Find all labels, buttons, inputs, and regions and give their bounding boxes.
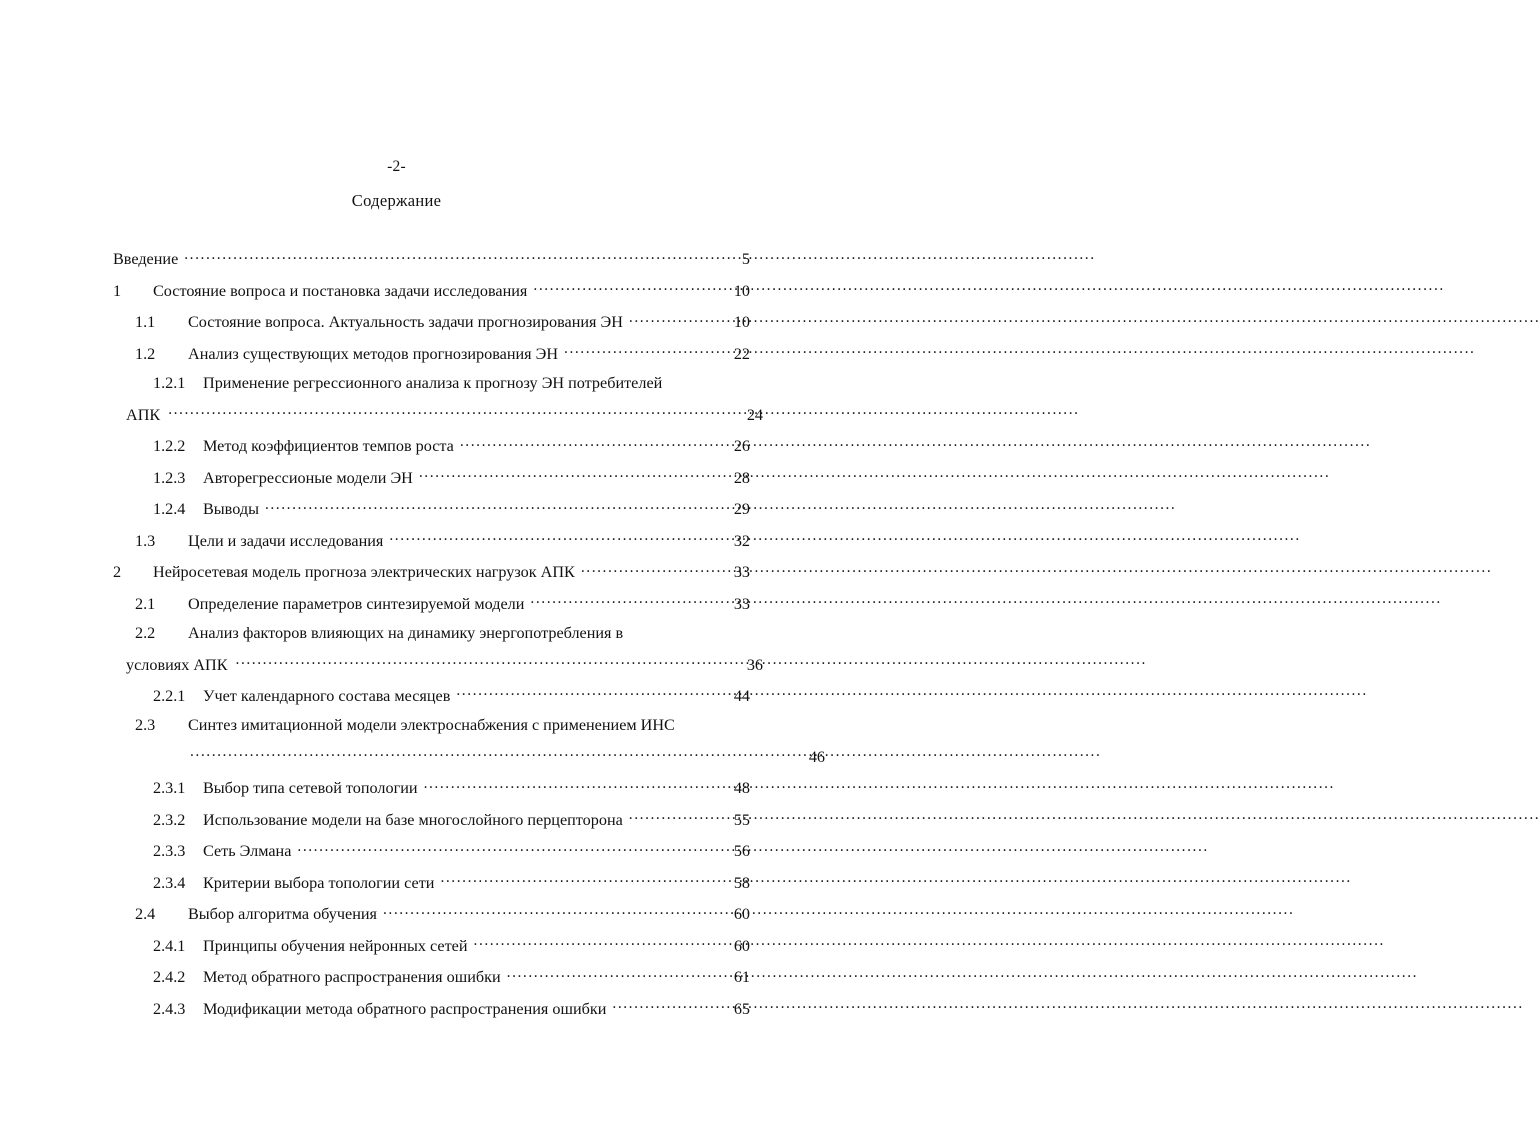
toc-entry-label: Выбор типа сетевой топологии bbox=[203, 779, 418, 798]
toc-entry-number: 2.4.3 bbox=[153, 1000, 186, 1018]
toc-entry[interactable] bbox=[113, 592, 750, 612]
toc-entry-label: Использование модели на базе многослойного перцепторона bbox=[203, 810, 623, 829]
toc-page-number: 46 bbox=[808, 747, 825, 766]
toc-entry-number: 2.1 bbox=[135, 594, 156, 613]
toc-leader-dots bbox=[389, 529, 723, 545]
toc-entry[interactable] bbox=[113, 374, 763, 424]
toc-entry-number: 2.3 bbox=[135, 716, 156, 735]
toc-entry-number: 2.3.4 bbox=[153, 873, 186, 892]
toc-leader-dots bbox=[629, 809, 723, 825]
toc-entry-label: Синтез имитационной модели электроснабжения с применением ИНС bbox=[188, 716, 675, 735]
page-title: Содержание bbox=[351, 191, 442, 210]
toc-page-number: 5 bbox=[741, 250, 750, 269]
toc-entry-label-continued: условиях АПК bbox=[126, 655, 228, 674]
toc-entry[interactable] bbox=[113, 435, 750, 455]
toc-leader-dots bbox=[460, 435, 723, 451]
toc-entry[interactable] bbox=[113, 809, 750, 829]
toc-entry-number: 2.3.1 bbox=[153, 779, 186, 798]
toc-entry-label: Нейросетевая модель прогноза электрических нагрузок АПК bbox=[153, 563, 575, 582]
toc-page-number: 10 bbox=[733, 313, 750, 332]
page-number-marker: -2- bbox=[387, 158, 406, 175]
toc-leader-dots bbox=[383, 903, 723, 919]
toc-entry-number: 1.2.3 bbox=[153, 468, 186, 487]
toc-page-number: 22 bbox=[733, 344, 750, 363]
toc-leader-dots bbox=[184, 248, 723, 264]
toc-leader-dots bbox=[533, 280, 723, 296]
toc-page-number: 26 bbox=[733, 437, 750, 456]
toc-page-number: 29 bbox=[733, 500, 750, 519]
toc-entry[interactable] bbox=[113, 777, 750, 797]
toc-page-number: 28 bbox=[733, 468, 750, 487]
toc-leader-dots bbox=[629, 311, 723, 327]
toc-entry-number: 1.1 bbox=[135, 313, 156, 332]
toc-entry-number: 1.2.1 bbox=[153, 374, 186, 393]
toc-entry[interactable] bbox=[113, 561, 750, 581]
toc-entry-label: Сеть Элмана bbox=[203, 842, 292, 861]
toc-entry-label: Определение параметров синтезируемой модели bbox=[188, 594, 525, 613]
toc-leader-dots bbox=[456, 685, 723, 701]
toc-entry-number: 1.2.2 bbox=[153, 437, 186, 456]
toc-entry-label: Метод коэффициентов темпов роста bbox=[203, 437, 454, 456]
toc-entry-number: 1.3 bbox=[135, 531, 156, 550]
toc-entry[interactable] bbox=[113, 498, 750, 518]
toc-entry-number: 1 bbox=[113, 281, 122, 300]
toc-entry[interactable] bbox=[113, 248, 750, 268]
toc-leader-dots bbox=[474, 935, 723, 951]
toc-page-number: 36 bbox=[746, 655, 763, 674]
toc-entry[interactable] bbox=[113, 998, 750, 1018]
toc-entry-label: Метод обратного распространения ошибки bbox=[203, 968, 501, 987]
toc-page-number: 61 bbox=[733, 968, 750, 987]
toc-leader-dots bbox=[168, 403, 736, 419]
toc-entry[interactable] bbox=[113, 311, 750, 331]
toc-entry-label: Выводы bbox=[203, 500, 259, 519]
toc-page-number: 10 bbox=[733, 281, 750, 300]
toc-entry-label: Принципы обучения нейронных сетей bbox=[203, 936, 468, 955]
toc-page-number: 44 bbox=[733, 687, 750, 706]
toc-entry[interactable] bbox=[113, 624, 763, 674]
toc-entry-label: Состояние вопроса. Актуальность задачи прогнозирования ЭН bbox=[188, 313, 623, 332]
table-of-contents bbox=[113, 248, 825, 1029]
toc-entry[interactable] bbox=[113, 466, 750, 486]
toc-page-number: 24 bbox=[746, 405, 763, 424]
toc-leader-dots bbox=[440, 872, 723, 888]
toc-leader-dots bbox=[564, 343, 723, 359]
toc-leader-dots bbox=[265, 498, 723, 514]
toc-entry-label: Введение bbox=[113, 250, 179, 269]
toc-leader-dots bbox=[236, 653, 736, 669]
toc-entry[interactable] bbox=[113, 840, 750, 860]
toc-leader-dots bbox=[581, 561, 723, 577]
toc-entry-label-continued: АПК bbox=[126, 405, 161, 424]
toc-entry-number: 2.4.1 bbox=[153, 936, 186, 955]
toc-entry[interactable] bbox=[113, 716, 825, 766]
toc-entry[interactable] bbox=[113, 903, 750, 923]
toc-page-number: 65 bbox=[733, 1000, 750, 1018]
toc-entry[interactable] bbox=[113, 529, 750, 549]
toc-page-number: 56 bbox=[733, 842, 750, 861]
toc-leader-dots bbox=[530, 592, 723, 608]
toc-entry-label: Анализ существующих методов прогнозирования ЭН bbox=[188, 344, 559, 363]
toc-entry[interactable] bbox=[113, 935, 750, 955]
toc-entry-number: 1.2.4 bbox=[153, 500, 186, 519]
toc-page-number: 32 bbox=[733, 531, 750, 550]
toc-page-number: 33 bbox=[733, 594, 750, 613]
toc-leader-dots bbox=[612, 998, 723, 1014]
toc-entry-number: 2.3.2 bbox=[153, 810, 186, 829]
toc-leader-dots bbox=[419, 466, 723, 482]
toc-entry-label: Критерии выбора топологии сети bbox=[203, 873, 435, 892]
toc-entry-number: 1.2 bbox=[135, 344, 156, 363]
toc-entry-label: Учет календарного состава месяцев bbox=[203, 687, 451, 706]
toc-entry-label: Состояние вопроса и постановка задачи исследования bbox=[153, 281, 528, 300]
toc-entry-number: 2.2 bbox=[135, 624, 156, 642]
toc-page-number: 58 bbox=[733, 873, 750, 892]
toc-entry-label: Выбор алгоритма обучения bbox=[188, 905, 377, 924]
toc-entry[interactable] bbox=[113, 343, 750, 363]
toc-entry[interactable] bbox=[113, 685, 750, 705]
toc-entry-label: Авторегрессионые модели ЭН bbox=[203, 468, 413, 487]
toc-entry-number: 2.4.2 bbox=[153, 968, 186, 987]
toc-leader-dots bbox=[190, 746, 798, 762]
toc-leader-dots bbox=[507, 966, 723, 982]
toc-page-number: 48 bbox=[733, 779, 750, 798]
toc-entry[interactable] bbox=[113, 966, 750, 986]
toc-entry-label: Применение регрессионного анализа к прогнозу ЭН потребителей bbox=[203, 374, 663, 393]
toc-leader-dots bbox=[297, 840, 723, 856]
toc-entry-label: Анализ факторов влияющих на динамику энергопотребления в bbox=[188, 624, 624, 642]
toc-entry[interactable] bbox=[113, 872, 750, 892]
toc-entry-number: 2 bbox=[113, 563, 122, 582]
toc-entry-number: 2.2.1 bbox=[153, 687, 186, 706]
toc-page-number: 55 bbox=[733, 810, 750, 829]
toc-entry-label: Цели и задачи исследования bbox=[188, 531, 384, 550]
toc-page-number: 60 bbox=[733, 905, 750, 924]
toc-entry-number: 2.4 bbox=[135, 905, 156, 924]
toc-leader-dots bbox=[424, 777, 723, 793]
toc-page-number: 60 bbox=[733, 936, 750, 955]
toc-entry-label: Модификации метода обратного распространения ошибки bbox=[203, 1000, 607, 1018]
toc-page-number: 33 bbox=[733, 563, 750, 582]
toc-entry-number: 2.3.3 bbox=[153, 842, 186, 861]
toc-entry[interactable] bbox=[113, 280, 750, 300]
